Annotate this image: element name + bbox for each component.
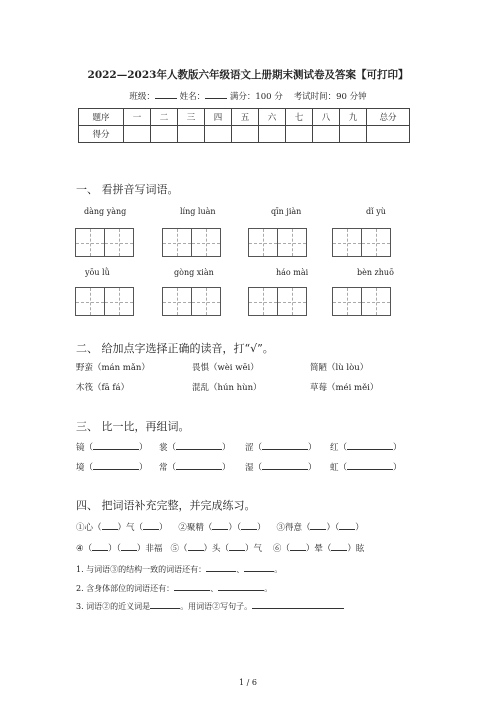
pinyin-item: qīn jiàn [271,207,302,216]
score-row-label: 得分 [79,126,124,143]
grid-cell[interactable] [361,228,391,257]
reading-choice[interactable]: 野蛮（mán mǎn） [76,363,150,373]
close-paren: ） [393,463,402,473]
question-2 [76,582,272,594]
answer-blank[interactable] [218,582,264,591]
score-header: 二 [151,109,178,126]
writing-grid[interactable] [332,228,391,257]
question-1 [76,563,282,575]
answer-blank[interactable] [212,521,228,530]
idiom-text: ） [257,523,266,533]
grid-cell[interactable] [248,287,278,316]
answer-blank[interactable] [339,521,355,530]
page-title: 2022—2023年人教版六年级语文上册期末测试卷及答案【可打印】 [87,69,409,81]
score-cell[interactable] [232,126,259,143]
name-label: 姓名： [179,92,206,102]
word-item [245,461,317,473]
score-cell[interactable] [151,126,178,143]
score-cell[interactable] [205,126,232,143]
reading-choice[interactable]: 草莓（méi měi） [310,383,379,393]
score-header: 三 [178,109,205,126]
idiom-text: ）气（ [117,523,144,533]
class-blank [155,90,177,99]
answer-blank[interactable] [92,542,108,551]
period: 。 [264,584,273,593]
reading-choice[interactable]: 木筏（fā fá） [76,383,130,393]
word-item [159,461,231,473]
name-blank [205,90,227,99]
idiom-text: ⑤（ [170,544,188,554]
reading-choice[interactable]: 畏惧（wèi wēi） [192,363,259,373]
grid-cell[interactable] [104,228,134,257]
idiom-text: ④（ [76,544,93,554]
answer-blank[interactable] [262,461,308,470]
pinyin-item: gòng xiàn [174,268,214,277]
close-paren: ） [139,463,148,473]
grid-cell[interactable] [361,287,391,316]
idiom-text: ）（ [108,544,121,554]
exam-time: 考试时间：90 分钟 [293,92,367,102]
reading-choice[interactable]: 混乱（hún hùn） [192,383,262,393]
reading-choice[interactable]: 简陋（lù lòu） [310,363,369,373]
score-cell[interactable] [286,126,313,143]
answer-blank[interactable] [176,461,222,470]
answer-blank[interactable] [102,521,118,530]
grid-cell[interactable] [162,287,192,316]
section-4-heading: 四、 把词语补充完整，并完成练习。 [76,499,256,512]
page-number: 1 / 6 [239,678,257,687]
close-paren: ） [222,463,231,473]
writing-grid[interactable] [162,228,221,257]
answer-blank[interactable] [262,441,308,450]
writing-grid[interactable] [162,287,221,316]
word-char: 红（ [330,443,348,453]
full-score: 满分：100 分 [229,92,283,102]
answer-blank[interactable] [347,461,393,470]
word-char: 湿（ [245,463,263,473]
score-header: 九 [340,109,367,126]
pinyin-item: háo mài [276,268,309,277]
word-item [330,441,402,453]
pinyin-item: bèn zhuō [357,268,394,277]
pinyin-item: líng luàn [180,207,216,216]
section-1-heading: 一、 看拼音写词语。 [76,183,179,196]
word-item [245,441,317,453]
answer-blank[interactable] [244,563,274,572]
score-cell[interactable] [124,126,151,143]
word-char: 涩（ [245,443,263,453]
close-paren: ） [222,443,231,453]
score-cell[interactable] [313,126,340,143]
word-char: 镜（ [76,443,94,453]
word-char: 境（ [76,463,94,473]
idiom-text: ）非福 [136,544,163,554]
score-value-row [79,126,410,143]
answer-blank[interactable] [121,542,137,551]
grid-cell[interactable] [248,228,278,257]
writing-grid[interactable] [75,228,134,257]
answer-blank[interactable] [206,563,236,572]
score-header: 题序 [79,109,124,126]
answer-blank[interactable] [241,521,257,530]
grid-cell[interactable] [75,228,105,257]
answer-blank[interactable] [143,521,159,530]
answer-blank[interactable] [93,461,139,470]
idiom-text: ①心（ [76,523,102,533]
grid-cell[interactable] [332,287,362,316]
pinyin-item: dǐ yù [366,207,386,216]
score-cell[interactable] [259,126,286,143]
grid-cell[interactable] [191,228,221,257]
word-char: 常（ [159,463,177,473]
idiom-text: ）眩 [347,544,365,554]
grid-cell[interactable] [75,287,105,316]
question-text: 1. 与词语③的结构一致的词语还有： [76,565,207,574]
question-text: 3. 词语②的近义词是 [76,602,151,611]
score-cell[interactable] [178,126,205,143]
answer-blank[interactable] [150,600,180,609]
score-cell[interactable] [367,126,410,143]
answer-blank[interactable] [347,441,393,450]
close-paren: ） [393,443,402,453]
grid-cell[interactable] [277,228,307,257]
answer-blank[interactable] [93,441,139,450]
score-header: 八 [313,109,340,126]
score-header: 四 [205,109,232,126]
close-paren: ） [308,443,317,453]
grid-cell[interactable] [162,228,192,257]
score-header-row [79,109,410,126]
score-header: 六 [259,109,286,126]
score-header: 七 [286,109,313,126]
grid-cell[interactable] [277,287,307,316]
idiom-text: ②聚精（ [178,523,213,533]
score-header: 五 [232,109,259,126]
period: 。 [274,565,283,574]
idiom-text: ⑥（ [272,544,290,554]
idiom-text: ③得意（ [276,523,311,533]
grid-cell[interactable] [191,287,221,316]
exam-info [0,90,496,102]
word-item [76,441,148,453]
question-text: 2. 含身体部位的词语还有： [76,584,175,593]
idiom-line-1 [76,521,364,533]
answer-blank[interactable] [188,542,204,551]
score-table [78,108,410,143]
idiom-text: ）（ [326,523,340,533]
answer-blank[interactable] [229,542,245,551]
word-item [76,461,148,473]
answer-blank[interactable] [176,441,222,450]
close-paren: ） [139,443,148,453]
writing-grid[interactable] [332,287,391,316]
word-char: 裳（ [159,443,177,453]
answer-blank[interactable] [331,542,347,551]
writing-grid[interactable] [248,228,307,257]
idiom-text: ） [355,523,364,533]
section-2-heading: 二、 给加点字选择正确的读音，打“√”。 [76,342,274,355]
separator: 、 [236,565,245,574]
word-char: 虹（ [330,463,348,473]
grid-cell[interactable] [332,228,362,257]
score-header: 总分 [367,109,410,126]
separator: 、 [210,584,219,593]
pinyin-item: dàng yàng [84,207,127,216]
question-text: 。用词语②写句子。 [180,602,253,611]
question-3 [76,600,344,612]
answer-blank[interactable] [290,542,306,551]
idiom-text: ）气 [245,544,263,554]
idiom-text: ）晕（ [305,544,332,554]
answer-blank[interactable] [252,600,344,609]
writing-grid[interactable] [248,287,307,316]
grid-cell[interactable] [104,287,134,316]
answer-blank[interactable] [174,582,210,591]
idiom-text: ） [159,523,168,533]
answer-blank[interactable] [310,521,326,530]
close-paren: ） [308,463,317,473]
class-label: 班级： [129,92,155,102]
idiom-line-2 [76,542,364,554]
score-header: 一 [124,109,151,126]
word-item [159,441,231,453]
pinyin-item: yōu lǜ [85,268,110,277]
score-cell[interactable] [340,126,367,143]
idiom-text: ）（ [228,523,242,533]
writing-grid[interactable] [75,287,134,316]
word-item [330,461,402,473]
idiom-text: ）头（ [203,544,230,554]
section-3-heading: 三、 比一比，再组词。 [76,420,190,433]
